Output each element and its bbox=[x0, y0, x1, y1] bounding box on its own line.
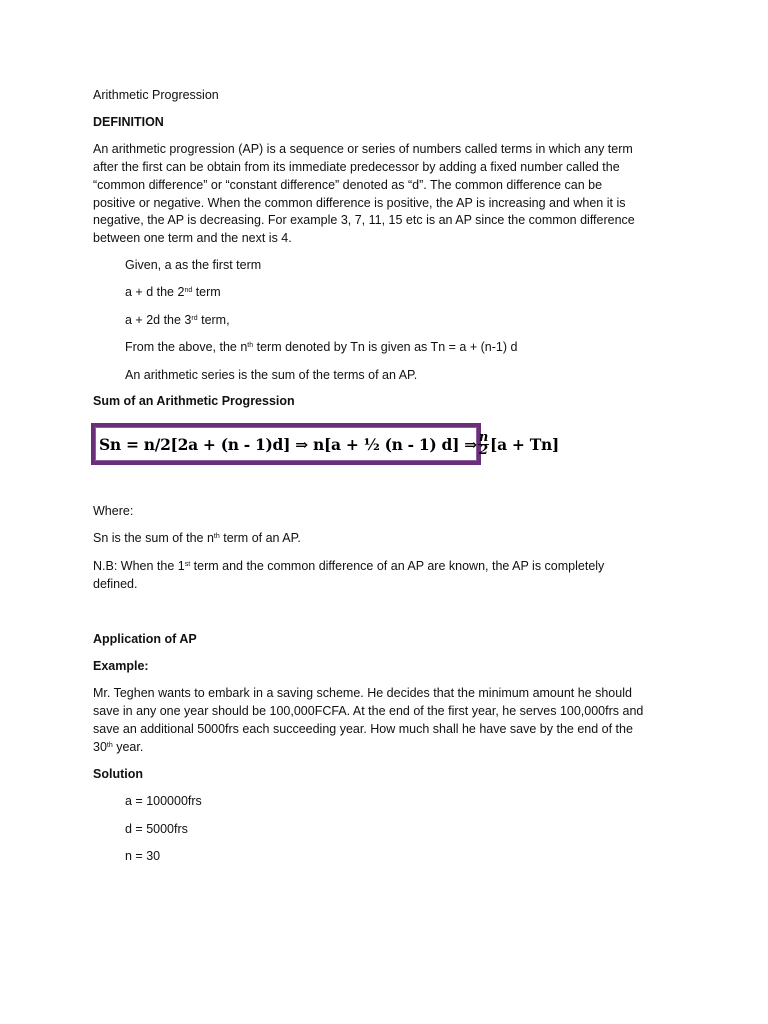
definition-line: between one term and the next is 4. bbox=[93, 231, 292, 245]
example-line: Mr. Teghen wants to embark in a saving scheme. He decides that the minimum amount he should bbox=[93, 686, 632, 700]
sn-definition: Sn is the sum of the $n^{th}$ term of an AP. bbox=[93, 531, 301, 545]
third-term-line: a + 2d the 3rd term, bbox=[125, 313, 230, 327]
example-heading: Example: bbox=[93, 659, 149, 673]
given-line: Given, a as the first term bbox=[125, 258, 262, 272]
fraction-n-over-2: $\frac{n}{2}$ bbox=[478, 429, 489, 458]
example-line-last: 30th year. bbox=[93, 740, 144, 754]
solution-value-d: d = 5000frs bbox=[125, 822, 188, 836]
example-line: save in any one year should be 100,000FCFA. At the end of the first year, he serves 100,000frs and bbox=[93, 704, 644, 718]
solution-heading: Solution bbox=[93, 767, 143, 781]
sum-formula: Sn = n/2[2a + (n - 1)d] ⇒ n[a + ½ (n - 1) d] ⇒ $\frac{n}{2}$ [a + Tn] bbox=[95, 427, 477, 461]
where-label: Where: bbox=[93, 504, 134, 518]
sum-formula-image bbox=[91, 423, 559, 465]
definition-line: “common difference” or “constant difference” denoted as “d”. The common difference can be bbox=[93, 178, 603, 192]
definition-line: after the first can be obtain from its immediate predecessor by adding a fixed number called the bbox=[93, 160, 620, 174]
series-note: An arithmetic series is the sum of the terms of an AP. bbox=[125, 368, 418, 382]
nb-note-line2: defined. bbox=[93, 577, 138, 591]
definition-line: positive or negative. When the common difference is positive, the AP is increasing and when it is bbox=[93, 196, 626, 210]
definition-heading: DEFINITION bbox=[93, 115, 164, 129]
definition-line: An arithmetic progression (AP) is a sequence or series of numbers called terms in which any term bbox=[93, 142, 633, 156]
sum-heading: Sum of an Arithmetic Progression bbox=[93, 394, 295, 408]
example-line: save an additional 5000frs each succeeding year. How much shall he have save by the end of the bbox=[93, 722, 633, 736]
document-title: Arithmetic Progression bbox=[93, 88, 219, 102]
definition-line: negative, the AP is decreasing. For example 3, 7, 11, 15 etc is an AP since the common difference bbox=[93, 213, 635, 227]
application-heading: Application of AP bbox=[93, 632, 197, 646]
second-term-line: a + d the 2nd term bbox=[125, 285, 221, 299]
solution-value-a: a = 100000frs bbox=[125, 794, 202, 808]
nth-term-line: From the above, the $n^{th}$ term denoted by Tn is given as Tn = a + (n-1) d bbox=[125, 340, 518, 354]
solution-value-n: n = 30 bbox=[125, 849, 161, 863]
nb-note: N.B: When the 1st term and the common difference of an AP are known, the AP is completely bbox=[93, 559, 605, 573]
